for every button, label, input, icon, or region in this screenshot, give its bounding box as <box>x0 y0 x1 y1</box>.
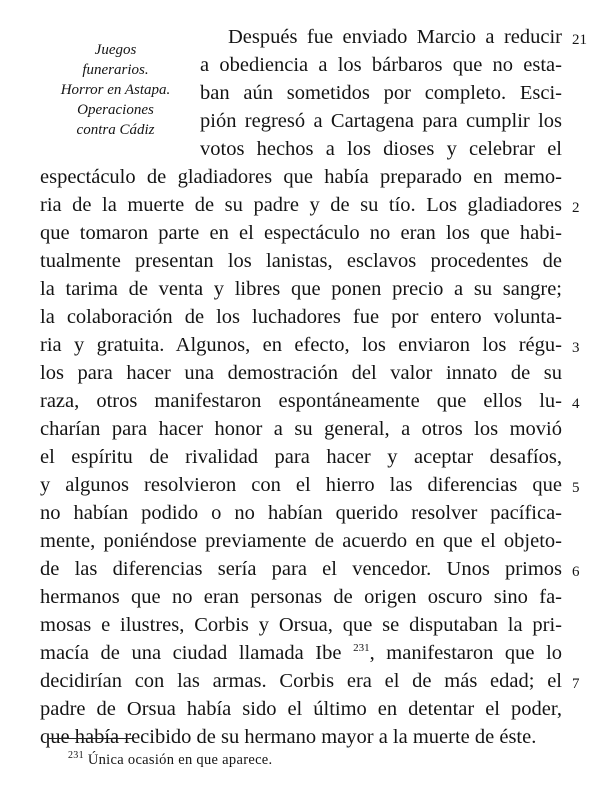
body-line: mosas e ilustres, Corbis y Orsua, que se disputaban la pri- <box>40 614 562 636</box>
margin-note-line: Operaciones <box>77 102 154 118</box>
footnote-text: Única ocasión en que aparece. <box>87 752 273 768</box>
body-line: no habían podido o no habían querido resolver pacífica- <box>40 502 562 524</box>
body-line: ria y gratuita. Algunos, en efecto, los enviaron los régu- <box>40 334 562 356</box>
footnote-number: 231 <box>68 750 84 762</box>
body-line: la tarima de venta y libres que ponen precio a su sangre; <box>40 278 562 300</box>
footnote-reference[interactable]: 231 <box>353 642 370 655</box>
body-line-with-footnote <box>40 639 562 667</box>
body-line: padre de Orsua había sido el último en detentar el poder, <box>40 698 562 720</box>
section-number: 5 <box>572 480 580 496</box>
margin-note-line: Horror en Astapa. <box>60 82 171 98</box>
section-number: 3 <box>572 340 580 356</box>
body-line: y algunos resolvieron con el hierro las diferencias que <box>40 474 562 496</box>
margin-note-line: Juegos <box>94 42 137 58</box>
body-line: a obediencia a los bárbaros que no esta- <box>200 54 562 76</box>
margin-note-line: funerarios. <box>82 62 149 78</box>
body-line-text: macía de una ciudad llamada Ibe <box>40 642 342 664</box>
section-number: 21 <box>572 32 587 48</box>
body-line: tualmente presentan los lanistas, esclavos procedentes de <box>40 250 562 272</box>
body-line: raza, otros manifestaron espontáneamente que ellos lu- <box>40 390 562 412</box>
section-number: 7 <box>572 676 580 692</box>
body-line: charían para hacer honor a su general, a otros los movió <box>40 418 562 440</box>
body-line-text: , manifestaron que lo <box>369 642 563 664</box>
section-number: 2 <box>572 200 580 216</box>
section-number: 6 <box>572 564 580 580</box>
body-line: que tomaron parte en el espectáculo no eran los que habi- <box>40 222 562 244</box>
body-line: los para hacer una demostración del valor innato de su <box>40 362 562 384</box>
body-line: la colaboración de los luchadores fue por entero volunta- <box>40 306 562 328</box>
body-line: de las diferencias sería para el vencedor. Unos primos <box>40 558 562 580</box>
body-line: votos hechos a los dioses y celebrar el <box>200 138 562 160</box>
body-line: espectáculo de gladiadores que había preparado en memo- <box>40 166 562 188</box>
margin-note-line: contra Cádiz <box>76 122 155 138</box>
body-line: decidirían con las armas. Corbis era el de más edad; el <box>40 670 562 692</box>
footnote <box>68 750 272 770</box>
body-line: pión regresó a Cartagena para cumplir los <box>200 110 562 132</box>
margin-note <box>38 40 193 140</box>
body-line: que había recibido de su hermano mayor a la muerte de éste. <box>40 726 537 748</box>
body-line: ria de la muerte de su padre y de su tío. Los gladiadores <box>40 194 562 216</box>
body-line: el espíritu de rivalidad para hacer y aceptar desafíos, <box>40 446 562 468</box>
body-line: hermanos que no eran personas de origen oscuro sino fa- <box>40 586 562 608</box>
section-number: 4 <box>572 396 580 412</box>
footnote-separator <box>48 738 132 739</box>
body-line: Después fue enviado Marcio a reducir <box>228 26 562 48</box>
body-line: ban aún sometidos por completo. Esci- <box>200 82 562 104</box>
body-line: mente, poniéndose previamente de acuerdo en que el objeto- <box>40 530 562 552</box>
